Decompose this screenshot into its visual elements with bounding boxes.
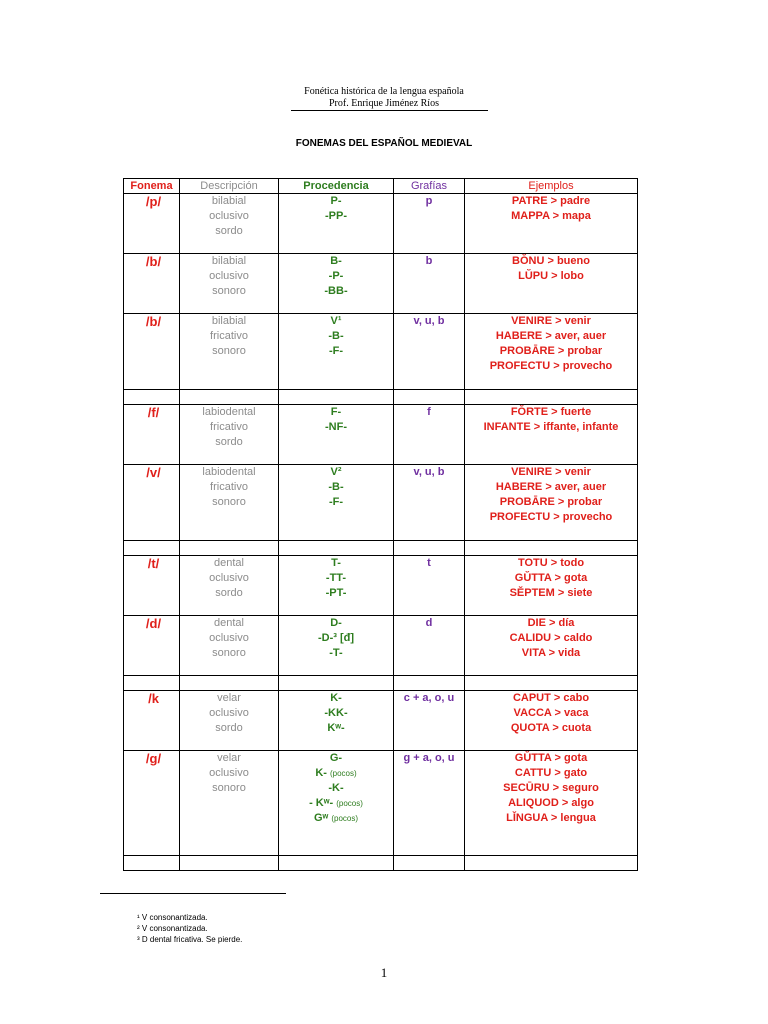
description-line: oclusivo	[209, 210, 249, 222]
column-header-descripcion: Descripción	[180, 179, 279, 194]
spelling-value: v, u, b	[413, 315, 445, 327]
origin-line	[279, 254, 393, 269]
spelling-value: d	[425, 617, 433, 629]
examples-cell	[465, 405, 638, 465]
description-line: oclusivo	[209, 632, 249, 644]
example-line: LŬPU > lobo	[518, 270, 584, 282]
header-course-title: Fonética histórica de la lengua española	[304, 86, 464, 97]
example-line: QUOTA > cuota	[510, 722, 592, 734]
phoneme-symbol: /k	[148, 691, 159, 706]
separator-cell	[124, 676, 180, 691]
examples-cell	[465, 465, 638, 541]
example-line: CALIDU > caldo	[509, 632, 593, 644]
phoneme-cell	[124, 405, 180, 465]
table-header-row	[124, 179, 638, 194]
examples-cell	[465, 254, 638, 314]
origin-line	[279, 420, 393, 435]
origin-form: - Kʷ-	[309, 797, 334, 809]
origin-line	[279, 495, 393, 510]
example-line: SECŪRU > seguro	[503, 782, 599, 794]
examples-cell	[465, 751, 638, 856]
separator-cell	[394, 390, 465, 405]
phoneme-cell	[124, 314, 180, 390]
origin-form: -P-	[328, 270, 344, 282]
description-line: sonoro	[212, 285, 246, 297]
separator-cell	[124, 856, 180, 871]
description-line: sordo	[215, 722, 243, 734]
description-line: sonoro	[212, 345, 246, 357]
description-line: dental	[214, 617, 244, 629]
example-line: CATTU > gato	[514, 767, 588, 779]
origin-form: Kʷ-	[327, 722, 345, 734]
description-line: sordo	[215, 436, 243, 448]
column-header-grafias: Grafías	[394, 179, 465, 194]
description-line: dental	[214, 557, 244, 569]
separator-row	[124, 856, 638, 871]
phoneme-cell	[124, 691, 180, 751]
description-line: oclusivo	[209, 572, 249, 584]
phoneme-cell	[124, 616, 180, 676]
origin-line	[279, 556, 393, 571]
table-row	[124, 254, 638, 314]
separator-row	[124, 541, 638, 556]
spelling-value: f	[427, 406, 431, 418]
column-header-procedencia: Procedencia	[279, 179, 394, 194]
example-line: FŎRTE > fuerte	[510, 406, 592, 418]
phoneme-cell	[124, 254, 180, 314]
origin-line	[279, 691, 393, 706]
description-cell	[180, 751, 279, 856]
example-line: ALIQUOD > algo	[508, 797, 594, 809]
separator-cell	[279, 856, 394, 871]
separator-cell	[394, 676, 465, 691]
description-line: bilabial	[211, 255, 247, 267]
separator-cell	[279, 676, 394, 691]
spelling-cell	[394, 616, 465, 676]
origin-line	[279, 284, 393, 299]
origin-note: (pocos)	[336, 799, 363, 808]
origin-form: -NF-	[325, 421, 347, 433]
origin-form: F-	[330, 406, 342, 418]
example-line: HABERE > aver, auer	[495, 330, 607, 342]
description-line: fricativo	[210, 481, 248, 493]
origin-form: T-	[331, 557, 341, 569]
spelling-cell	[394, 751, 465, 856]
origin-form: -F-	[328, 496, 344, 508]
origin-line	[279, 571, 393, 586]
origin-line	[279, 781, 393, 796]
phoneme-symbol: /d/	[145, 616, 162, 631]
description-line: oclusivo	[209, 707, 249, 719]
origin-form: -KK-	[324, 707, 348, 719]
origin-line	[279, 465, 393, 480]
origin-cell	[279, 405, 394, 465]
example-line: PROBĀRE > probar	[499, 345, 603, 357]
description-line: oclusivo	[209, 767, 249, 779]
origin-form: -PP-	[325, 210, 347, 222]
description-cell	[180, 691, 279, 751]
origin-line	[279, 616, 393, 631]
spelling-cell	[394, 465, 465, 541]
examples-cell	[465, 691, 638, 751]
description-line: fricativo	[210, 330, 248, 342]
document-title: FONEMAS DEL ESPAÑOL MEDIEVAL	[295, 138, 473, 149]
origin-form: P-	[330, 195, 342, 207]
origin-form: -B-	[328, 330, 344, 342]
origin-cell	[279, 465, 394, 541]
phoneme-cell	[124, 751, 180, 856]
column-header-fonema: Fonema	[124, 179, 180, 194]
description-cell	[180, 465, 279, 541]
examples-cell	[465, 556, 638, 616]
origin-line	[279, 269, 393, 284]
origin-form: V¹	[330, 315, 342, 327]
description-line: sonoro	[212, 496, 246, 508]
example-line: TOTU > todo	[517, 557, 585, 569]
spelling-cell	[394, 405, 465, 465]
spelling-value: c + a, o, u	[403, 692, 455, 704]
examples-cell	[465, 194, 638, 254]
description-line: labiodental	[202, 406, 256, 418]
spelling-value: t	[427, 557, 431, 569]
spelling-cell	[394, 314, 465, 390]
origin-form: K-	[330, 692, 342, 704]
separator-cell	[180, 856, 279, 871]
spelling-cell	[394, 194, 465, 254]
example-line: BŎNU > bueno	[512, 255, 590, 267]
table-row	[124, 405, 638, 465]
separator-cell	[124, 541, 180, 556]
origin-form: -B-	[328, 481, 344, 493]
description-line: oclusivo	[209, 270, 249, 282]
origin-cell	[279, 691, 394, 751]
example-line: GŬTTA > gota	[514, 572, 588, 584]
table-row	[124, 465, 638, 541]
description-line: velar	[217, 692, 241, 704]
separator-cell	[180, 541, 279, 556]
example-line: DIE > día	[527, 617, 575, 629]
origin-form: -TT-	[325, 572, 347, 584]
description-line: bilabial	[211, 315, 247, 327]
origin-form: V²	[330, 466, 342, 478]
origin-form: -PT-	[325, 587, 347, 599]
phoneme-cell	[124, 194, 180, 254]
column-header-ejemplos: Ejemplos	[465, 179, 638, 194]
examples-cell	[465, 616, 638, 676]
description-line: bilabial	[211, 195, 247, 207]
origin-form: Gʷ	[313, 812, 329, 824]
spelling-cell	[394, 556, 465, 616]
description-line: sordo	[215, 225, 243, 237]
description-cell	[180, 254, 279, 314]
examples-cell	[465, 314, 638, 390]
phoneme-symbol: /v/	[146, 465, 161, 480]
origin-line	[279, 344, 393, 359]
description-cell	[180, 314, 279, 390]
origin-line	[279, 631, 393, 646]
example-line: PATRE > padre	[511, 195, 591, 207]
example-line: CAPUT > cabo	[512, 692, 590, 704]
separator-cell	[394, 856, 465, 871]
spelling-cell	[394, 691, 465, 751]
separator-cell	[180, 676, 279, 691]
footnote-3: ³ D dental fricativa. Se pierde.	[137, 935, 243, 944]
description-line: sonoro	[212, 782, 246, 794]
description-cell	[180, 405, 279, 465]
origin-line	[279, 751, 393, 766]
phoneme-cell	[124, 465, 180, 541]
table-row	[124, 194, 638, 254]
origin-cell	[279, 314, 394, 390]
table-row	[124, 691, 638, 751]
table-row	[124, 751, 638, 856]
description-line: sonoro	[212, 647, 246, 659]
origin-cell	[279, 194, 394, 254]
table-row	[124, 314, 638, 390]
example-line: GŬTTA > gota	[514, 752, 588, 764]
origin-line	[279, 811, 393, 826]
separator-cell	[279, 541, 394, 556]
origin-line	[279, 194, 393, 209]
origin-form: -D-³ [đ]	[317, 632, 355, 644]
spelling-value: v, u, b	[413, 466, 445, 478]
spelling-value: g + a, o, u	[403, 752, 455, 764]
table-row	[124, 616, 638, 676]
example-line: HABERE > aver, auer	[495, 481, 607, 493]
origin-note: (pocos)	[329, 769, 357, 778]
example-line: PROFECTU > provecho	[489, 360, 613, 372]
origin-line	[279, 796, 393, 811]
description-line: sordo	[215, 587, 243, 599]
origin-line	[279, 480, 393, 495]
separator-cell	[124, 390, 180, 405]
example-line: MAPPA > mapa	[511, 210, 591, 222]
phoneme-symbol: /p/	[145, 194, 162, 209]
origin-form: -T-	[329, 647, 343, 659]
origin-line	[279, 586, 393, 601]
origin-cell	[279, 616, 394, 676]
phoneme-symbol: /b/	[145, 314, 162, 329]
origin-line	[279, 766, 393, 781]
footnote-1: ¹ V consonantizada.	[137, 913, 208, 922]
example-line: INFANTE > iffante, infante	[483, 421, 619, 433]
example-line: VITA > vida	[521, 647, 581, 659]
origin-note: (pocos)	[331, 814, 359, 823]
phoneme-cell	[124, 556, 180, 616]
origin-line	[279, 314, 393, 329]
origin-line	[279, 405, 393, 420]
footnote-rule	[100, 893, 286, 894]
phoneme-symbol: /t/	[147, 556, 160, 571]
origin-form: K-	[315, 767, 327, 779]
footnotes	[137, 912, 242, 945]
example-line: LĬNGUA > lengua	[506, 812, 596, 824]
phoneme-symbol: /f/	[147, 405, 160, 420]
example-line: VENIRE > venir	[511, 315, 591, 327]
origin-line	[279, 329, 393, 344]
origin-form: B-	[330, 255, 342, 267]
phoneme-symbol: /b/	[145, 254, 162, 269]
header-rule	[291, 110, 488, 111]
separator-cell	[465, 390, 638, 405]
separator-cell	[465, 856, 638, 871]
origin-line	[279, 646, 393, 661]
origin-form: G-	[329, 752, 343, 764]
phoneme-table	[123, 178, 638, 871]
description-line: labiodental	[202, 466, 256, 478]
origin-form: -K-	[328, 782, 344, 794]
origin-form: -F-	[328, 345, 344, 357]
spelling-cell	[394, 254, 465, 314]
example-line: SĔPTEM > siete	[509, 587, 593, 599]
separator-cell	[465, 676, 638, 691]
table-row	[124, 556, 638, 616]
separator-cell	[394, 541, 465, 556]
separator-cell	[465, 541, 638, 556]
example-line: PROFECTU > provecho	[489, 511, 613, 523]
description-line: fricativo	[210, 421, 248, 433]
separator-cell	[180, 390, 279, 405]
separator-row	[124, 390, 638, 405]
separator-cell	[279, 390, 394, 405]
header-professor: Prof. Enrique Jiménez Ríos	[329, 98, 439, 109]
footnote-2: ² V consonantizada.	[137, 924, 208, 933]
origin-cell	[279, 751, 394, 856]
origin-cell	[279, 556, 394, 616]
spelling-value: p	[425, 195, 433, 207]
origin-line	[279, 209, 393, 224]
origin-form: -BB-	[324, 285, 348, 297]
table-body	[124, 194, 638, 871]
description-cell	[180, 616, 279, 676]
origin-line	[279, 721, 393, 736]
example-line: VENIRE > venir	[511, 466, 591, 478]
separator-row	[124, 676, 638, 691]
phoneme-symbol: /g/	[145, 751, 162, 766]
origin-cell	[279, 254, 394, 314]
origin-line	[279, 706, 393, 721]
description-cell	[180, 556, 279, 616]
page-number: 1	[380, 965, 388, 980]
description-line: velar	[217, 752, 241, 764]
example-line: VACCA > vaca	[513, 707, 589, 719]
spelling-value: b	[425, 255, 433, 267]
description-cell	[180, 194, 279, 254]
origin-form: D-	[330, 617, 342, 629]
example-line: PROBĀRE > probar	[499, 496, 603, 508]
